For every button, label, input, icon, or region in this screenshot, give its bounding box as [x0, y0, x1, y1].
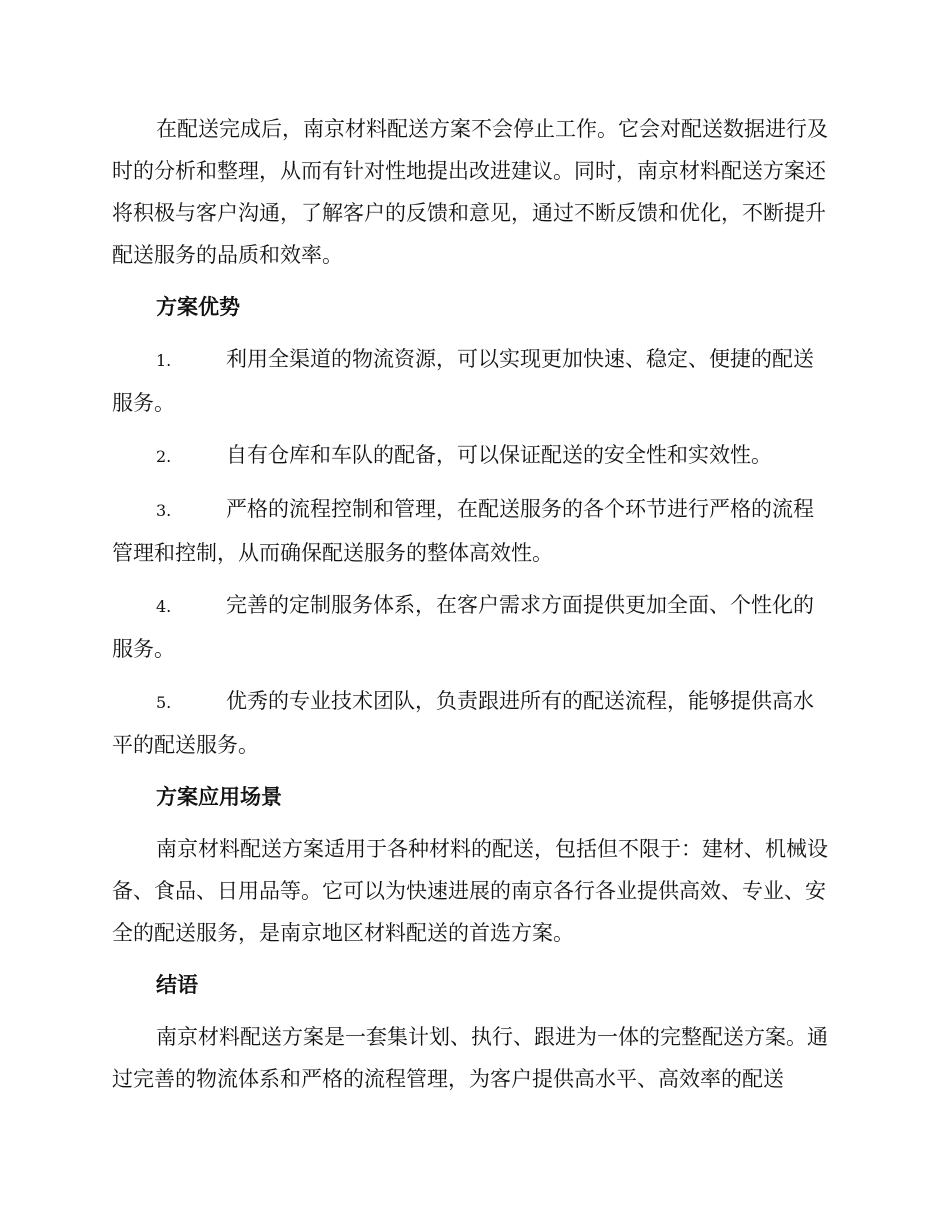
paragraph-conclusion: 南京材料配送方案是一套集计划、执行、跟进为一体的完整配送方案。通过完善的物流体系和严格的流程管理，为客户提供高水平、高效率的配送 [112, 1025, 828, 1091]
list-item-text: 利用全渠道的物流资源，可以实现更加快速、稳定、便捷的配送服务。 [112, 347, 814, 415]
list-item-number: 4. [156, 597, 172, 616]
list-item-number: 2. [156, 447, 172, 466]
list-item-text: 优秀的专业技术团队，负责跟进所有的配送流程，能够提供高水平的配送服务。 [112, 689, 814, 757]
list-item-number: 1. [156, 351, 172, 370]
heading-conclusion: 结语 [156, 972, 198, 997]
list-item-text: 严格的流程控制和管理，在配送服务的各个环节进行严格的流程管理和控制，从而确保配送服务的整体高效性。 [112, 497, 814, 565]
list-item-number: 3. [156, 501, 172, 520]
heading-scenarios: 方案应用场景 [156, 784, 282, 809]
paragraph-scenarios: 南京材料配送方案适用于各种材料的配送，包括但不限于：建材、机械设备、食品、日用品等。它可以为快速进展的南京各行各业提供高效、专业、安全的配送服务，是南京地区材料配送的首选方案。 [112, 837, 828, 945]
document-body [112, 108, 832, 1100]
list-item [112, 434, 832, 478]
list-item [112, 584, 832, 670]
list-item-text: 完善的定制服务体系，在客户需求方面提供更加全面、个性化的服务。 [112, 593, 814, 661]
list-item-number: 5. [156, 693, 172, 712]
list-item [112, 338, 832, 424]
list-item-text: 自有仓库和车队的配备，可以保证配送的安全性和实效性。 [226, 443, 772, 467]
list-item [112, 680, 832, 766]
paragraph-intro: 在配送完成后，南京材料配送方案不会停止工作。它会对配送数据进行及时的分析和整理，从而有针对性地提出改进建议。同时，南京材料配送方案还将积极与客户沟通，了解客户的反馈和意见，通过不断反馈和优化，不断提升配送服务的品质和效率。 [112, 117, 828, 267]
list-item [112, 488, 832, 574]
heading-advantages: 方案优势 [156, 294, 240, 319]
